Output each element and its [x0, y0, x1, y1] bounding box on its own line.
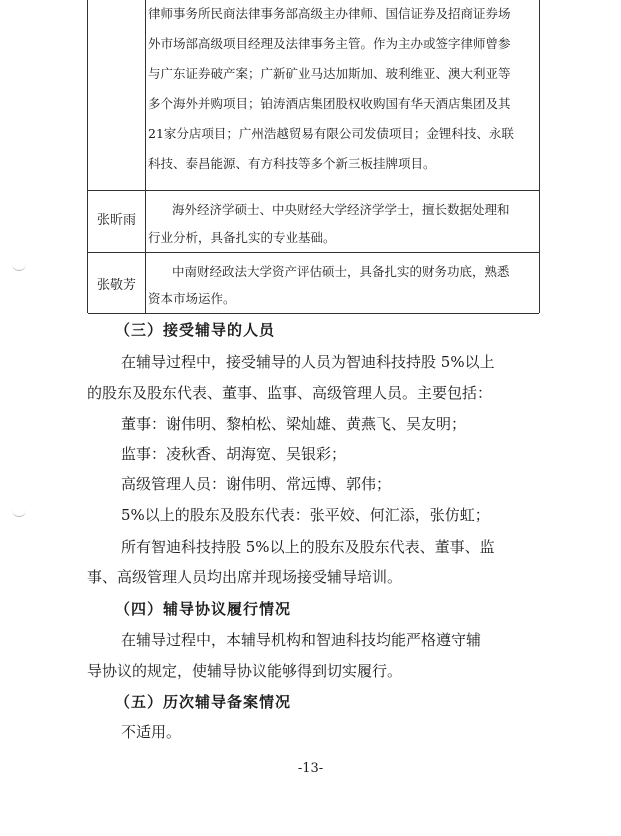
- description-line: 多个海外并购项目；铂涛酒店集团股权收购国有华天酒店集团及其: [148, 96, 511, 111]
- body-text-line: 监事：凌秋香、胡海宽、吴银彩；: [121, 445, 347, 463]
- section-heading: （四）辅导协议履行情况: [115, 600, 292, 618]
- description-cell: [146, 0, 539, 190]
- description-cell: [146, 191, 539, 252]
- name-cell: [88, 0, 146, 190]
- body-text-line: 所有智迪科技持股 5%以上的股东及股东代表、董事、监: [121, 538, 495, 556]
- body-text-line: 导协议的规定，使辅导协议能够得到切实履行。: [87, 662, 403, 680]
- scan-mark: [12, 508, 26, 517]
- advisor-table: [87, 0, 540, 313]
- table-row: [88, 0, 539, 191]
- description-cell: [146, 253, 539, 313]
- body-text-line: 高级管理人员：谢伟明、常远博、郭伟；: [121, 475, 392, 493]
- person-name: 张敬芳: [96, 278, 136, 293]
- name-cell: [88, 191, 146, 252]
- description-line: 21家分店项目；广州浩越贸易有限公司发债项目；金锂科技、永联: [148, 126, 514, 141]
- name-cell: [88, 253, 146, 313]
- description-line: 海外经济学硕士、中央财经大学经济学学士，擅长数据处理和: [172, 202, 510, 217]
- person-name: 张昕雨: [96, 213, 136, 228]
- body-text-line: 在辅导过程中，接受辅导的人员为智迪科技持股 5%以上: [121, 353, 495, 371]
- body-text-line: 在辅导过程中，本辅导机构和智迪科技均能严格遵守辅: [121, 631, 482, 649]
- page-number: -13-: [297, 761, 324, 776]
- description-line: 律师事务所民商法律事务部高级主办律师、国信证券及招商证券场: [148, 6, 511, 21]
- table-row: [88, 191, 539, 253]
- description-line: 与广东证券破产案；广新矿业马达加斯加、玻利维亚、澳大利亚等: [148, 66, 511, 81]
- body-text-line: 不适用。: [121, 723, 182, 741]
- description-line: 中南财经政法大学资产评估硕士，具备扎实的财务功底，熟悉: [172, 264, 510, 279]
- description-line: 资本市场运作。: [148, 291, 236, 306]
- description-line: 科技、泰昌能源、有方科技等多个新三板挂牌项目。: [148, 156, 436, 171]
- description-line: 外市场部高级项目经理及法律事务主管。作为主办或签字律师曾参: [148, 36, 511, 51]
- scan-mark: [12, 262, 26, 271]
- table-row: [88, 253, 539, 314]
- body-text-line: 董事：谢伟明、黎柏松、梁灿雄、黄燕飞、吴友明；: [121, 415, 467, 433]
- body-text-line: 事、高级管理人员均出席并现场接受辅导培训。: [87, 568, 403, 586]
- description-line: 行业分析，具备扎实的专业基础。: [148, 230, 336, 245]
- body-text-line: 的股东及股东代表、董事、监事、高级管理人员。主要包括：: [87, 384, 493, 402]
- body-text-line: 5%以上的股东及股东代表：张平姣、何汇添，张仿虹；: [121, 506, 490, 524]
- section-heading: （五）历次辅导备案情况: [115, 693, 292, 711]
- section-heading: （三）接受辅导的人员: [115, 321, 276, 339]
